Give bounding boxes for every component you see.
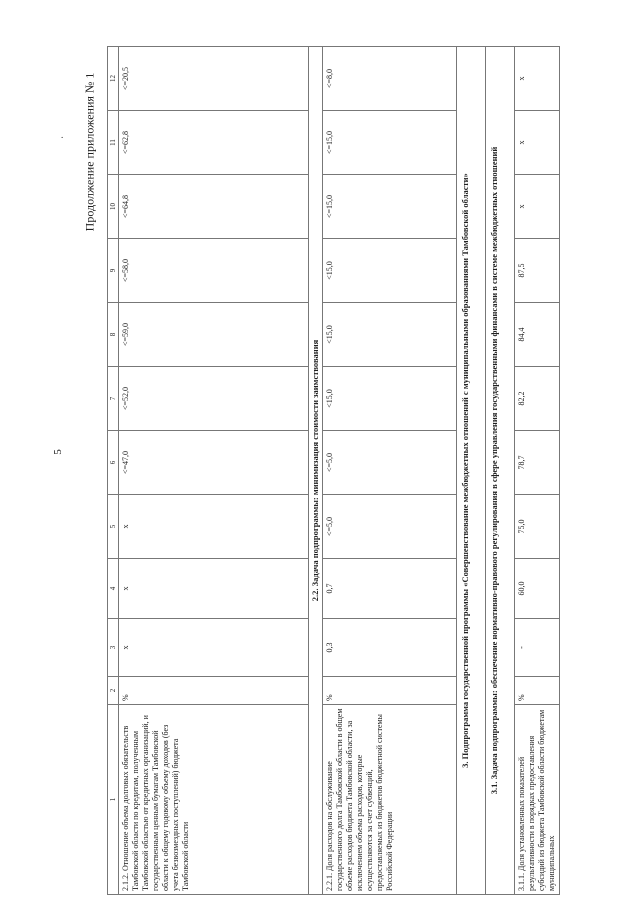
rotated-table-container xyxy=(107,47,556,895)
header-cell: 5 xyxy=(108,495,119,559)
task-heading: 3.1. Задача подпрограммы: обеспечение нормативно-правового регулирования в сфере управления государственными финансами в системе межбюджетных отношений xyxy=(486,47,515,895)
header-cell: 2 xyxy=(108,677,119,705)
value-cell: х xyxy=(119,559,309,619)
indicators-table xyxy=(107,46,560,895)
table-row xyxy=(515,47,560,895)
page-caption: Продолжение приложения № 1 xyxy=(82,72,97,232)
value-cell: 84,4 xyxy=(515,303,560,367)
unit-cell: % xyxy=(323,677,457,705)
value-cell: 82,2 xyxy=(515,367,560,431)
header-cell: 8 xyxy=(108,303,119,367)
header-cell: 3 xyxy=(108,619,119,677)
header-cell: 6 xyxy=(108,431,119,495)
value-cell: х xyxy=(119,619,309,677)
value-cell: 87,5 xyxy=(515,239,560,303)
table-row xyxy=(119,47,309,895)
stray-mark: . xyxy=(61,130,64,140)
header-cell: 9 xyxy=(108,239,119,303)
unit-cell: % xyxy=(515,677,560,705)
value-cell: <=52,0 xyxy=(119,367,309,431)
header-cell: 1 xyxy=(108,705,119,895)
value-cell: <=5,0 xyxy=(323,495,457,559)
indicator-name: 2.1.2. Отношение объема долговых обязательств Тамбовской области по кредитам, полученным Тамбовской областью от кредитных организаций, и государственным ценным бумагам Тамбовской области к общему годовому объему доходов (без учета безвозмездных поступлений) бюджета Тамбовской области xyxy=(119,705,309,895)
header-cell: 12 xyxy=(108,47,119,111)
header-cell: 4 xyxy=(108,559,119,619)
header-cell: 7 xyxy=(108,367,119,431)
value-cell: <15,0 xyxy=(323,239,457,303)
value-cell: <=5,0 xyxy=(323,431,457,495)
value-cell: <=15,0 xyxy=(323,175,457,239)
task-heading: 2.2. Задача подпрограммы: минимизация стоимости заимствования xyxy=(309,47,323,895)
value-cell: 0,3 xyxy=(323,619,457,677)
value-cell: - xyxy=(515,619,560,677)
task-row xyxy=(309,47,323,895)
value-cell: 60,0 xyxy=(515,559,560,619)
value-cell: х xyxy=(515,175,560,239)
value-cell: <=15,0 xyxy=(323,111,457,175)
value-cell: <=64,8 xyxy=(119,175,309,239)
value-cell: 78,7 xyxy=(515,431,560,495)
subprogram-heading: 3. Подпрограмма государственной программы «Совершенствование межбюджетных отношений с муниципальными образованиями Тамбовской области» xyxy=(457,47,486,895)
page-number: 5 xyxy=(52,449,64,455)
value-cell: <15,0 xyxy=(323,367,457,431)
value-cell: <=47,0 xyxy=(119,431,309,495)
value-cell: 75,0 xyxy=(515,495,560,559)
value-cell: <=8,0 xyxy=(323,47,457,111)
value-cell: <=59,0 xyxy=(119,303,309,367)
value-cell: <15,0 xyxy=(323,303,457,367)
value-cell: <=20,5 xyxy=(119,47,309,111)
unit-cell: % xyxy=(119,677,309,705)
value-cell: х xyxy=(515,111,560,175)
indicator-name: 2.2.1. Доля расходов на обслуживание государственного долга Тамбовской области в общем объеме расходов бюджета Тамбовской области, за исключением объема расходов, которые осуществляются за счет субвенций, предоставляемых из бюджетов бюджетной системы Российской Федерации xyxy=(323,705,457,895)
value-cell: х xyxy=(119,495,309,559)
indicator-name: 3.1.1. Доля установленных показателей результативности в порядках предоставления субсидий из бюджета Тамбовской области бюджетам муниципальных xyxy=(515,705,560,895)
value-cell: 0,7 xyxy=(323,559,457,619)
value-cell: х xyxy=(515,47,560,111)
value-cell: <=62,8 xyxy=(119,111,309,175)
subprogram-row xyxy=(457,47,486,895)
header-cell: 10 xyxy=(108,175,119,239)
value-cell: <=58,0 xyxy=(119,239,309,303)
header-row xyxy=(108,47,119,895)
header-cell: 11 xyxy=(108,111,119,175)
task-row xyxy=(486,47,515,895)
table-row xyxy=(323,47,457,895)
